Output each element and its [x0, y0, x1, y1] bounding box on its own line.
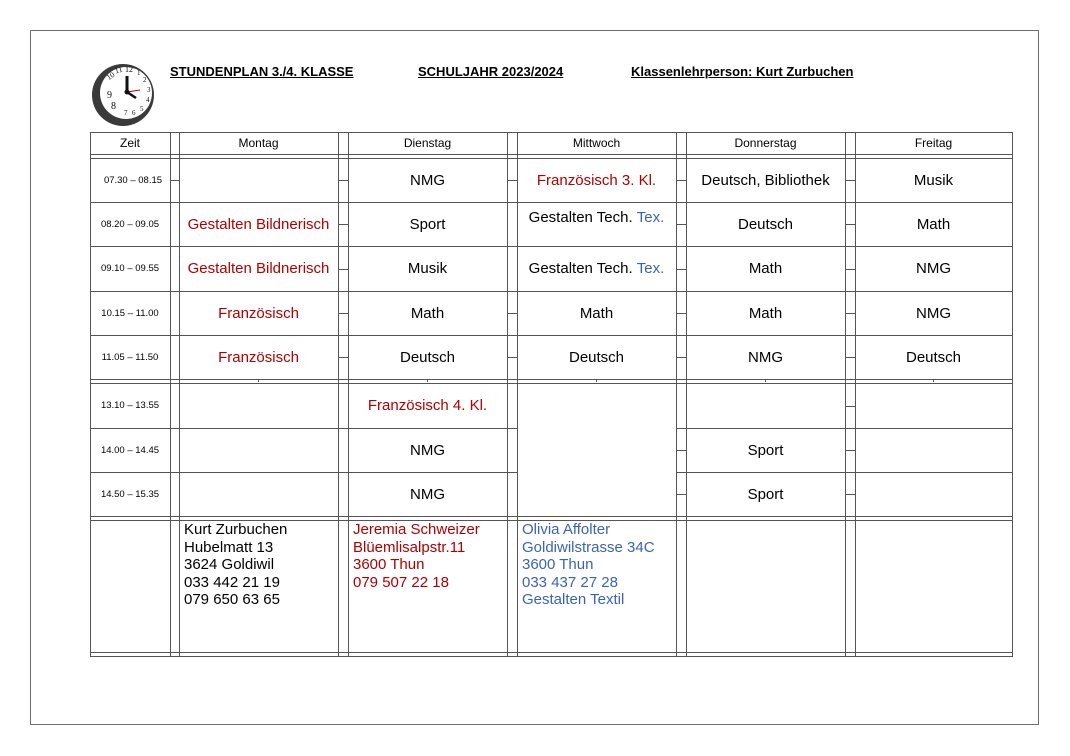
- clock-digit: 12: [125, 65, 133, 74]
- contact-line: Kurt Zurbuchen: [184, 521, 288, 538]
- lesson-cell: NMG: [410, 485, 445, 503]
- lesson-cell: [686, 383, 845, 428]
- page-title: STUNDENPLAN 3./4. KLASSE: [170, 64, 354, 79]
- table-tick: [845, 180, 855, 181]
- time-slot: 07.30 – 08.15: [103, 174, 163, 186]
- table-tick: [676, 180, 686, 181]
- lesson-cell: Französisch: [218, 304, 299, 322]
- table-tick: [258, 379, 259, 382]
- contact-line: Gestalten Textil: [522, 591, 625, 609]
- lesson-cell: Math: [748, 260, 783, 277]
- lesson-cell: Musik: [407, 260, 448, 277]
- lesson-cell: [179, 158, 338, 202]
- lesson-suffix: Tex.: [636, 208, 665, 226]
- table-tick: [676, 269, 686, 270]
- table-line: [90, 516, 1013, 517]
- clock-digit: 11: [113, 64, 124, 76]
- time-slot: 13.10 – 13.55: [100, 400, 160, 411]
- lesson-cell: Gestalten Bildnerisch: [187, 215, 330, 233]
- lesson-cell: [517, 246, 676, 291]
- contact-line: 079 507 22 18: [353, 573, 449, 591]
- table-line: [338, 132, 339, 657]
- contact-line: 3600 Thun: [522, 556, 594, 574]
- lesson-cell: Gestalten Bildnerisch: [187, 260, 330, 277]
- lesson-cell: [179, 428, 338, 472]
- lesson-cell: Deutsch: [905, 348, 962, 366]
- time-slot: 10.15 – 11.00: [101, 307, 159, 319]
- lesson-text: Gestalten Tech.: [528, 208, 633, 226]
- table-tick: [845, 313, 855, 314]
- table-tick: [170, 180, 179, 181]
- contact-line: Jeremia Schweizer: [353, 521, 480, 538]
- clock-digit: 7: [124, 109, 128, 117]
- table-line: [90, 652, 1013, 653]
- table-tick: [676, 357, 686, 358]
- table-tick: [933, 379, 934, 382]
- time-slot: 08.20 – 09.05: [100, 218, 160, 230]
- table-line: [845, 132, 846, 657]
- table-tick: [507, 313, 517, 314]
- contact-line: Hubelmatt 13: [184, 538, 274, 556]
- clock-icon: [90, 62, 156, 128]
- lesson-cell: Deutsch, Bibliothek: [701, 171, 830, 189]
- table-tick: [845, 406, 855, 407]
- table-line: [507, 132, 508, 657]
- lesson-cell: Deutsch: [737, 215, 794, 233]
- school-year: SCHULJAHR 2023/2024: [418, 64, 564, 79]
- lesson-cell: Sport: [747, 441, 784, 459]
- clock-digit: 10: [104, 70, 117, 82]
- time-slot: 09.10 – 09.55: [100, 263, 160, 274]
- contact-line: 3624 Goldiwil: [184, 556, 275, 574]
- table-line: [90, 154, 1013, 155]
- table-tick: [845, 494, 855, 495]
- table-tick: [676, 313, 686, 314]
- contact-french-teacher: [353, 521, 480, 591]
- lesson-cell: Math: [579, 304, 614, 322]
- lesson-cell: Musik: [913, 171, 954, 189]
- lesson-cell: NMG: [410, 171, 445, 189]
- lesson-cell: [179, 472, 338, 516]
- contact-textile-teacher: [522, 521, 655, 609]
- lesson-text: Gestalten Tech.: [528, 260, 633, 277]
- lesson-cell: [855, 383, 1012, 428]
- lesson-cell: NMG: [748, 348, 783, 366]
- clock-digit: 5: [140, 105, 144, 113]
- lesson-cell: [855, 428, 1012, 472]
- table-tick: [765, 379, 766, 382]
- column-header-montag: Montag: [238, 136, 279, 150]
- clock-digit: 9: [107, 90, 112, 101]
- lesson-cell: NMG: [410, 441, 445, 459]
- clock-digit: 1: [137, 69, 141, 77]
- contact-line: 3600 Thun: [353, 556, 425, 574]
- contact-teacher: [184, 521, 287, 609]
- clock-digit: 8: [111, 101, 116, 112]
- column-header-donnerstag: Donnerstag: [734, 136, 797, 150]
- table-tick: [676, 494, 686, 495]
- lesson-cell: Math: [410, 304, 445, 322]
- table-line: [676, 132, 677, 657]
- table-line: [1012, 132, 1013, 657]
- lesson-cell: NMG: [916, 260, 951, 277]
- lesson-cell: [517, 202, 676, 232]
- table-tick: [338, 269, 348, 270]
- lesson-cell: Math: [916, 215, 951, 233]
- class-teacher: Klassenlehrperson: Kurt Zurbuchen: [631, 64, 854, 79]
- clock-digit: 6: [132, 109, 136, 117]
- lesson-cell: Math: [748, 304, 783, 322]
- table-tick: [427, 379, 428, 382]
- lesson-cell: Deutsch: [568, 348, 625, 366]
- table-line: [90, 656, 1013, 657]
- column-header-mittwoch: Mittwoch: [572, 136, 621, 150]
- table-tick: [845, 450, 855, 451]
- lesson-cell: Französisch 4. Kl.: [367, 397, 488, 414]
- clock-digit: 3: [147, 86, 151, 94]
- time-slot: 14.00 – 14.45: [100, 444, 160, 456]
- time-slot: 14.50 – 15.35: [100, 488, 160, 500]
- table-tick: [676, 224, 686, 225]
- timetable: [90, 132, 1013, 657]
- contact-line: 033 442 21 19: [184, 573, 280, 591]
- table-line: [90, 379, 1013, 380]
- lesson-cell: NMG: [916, 304, 951, 322]
- contact-line: Goldiwilstrasse 34C: [522, 538, 655, 556]
- table-tick: [338, 357, 348, 358]
- table-tick: [338, 224, 348, 225]
- column-header-zeit: Zeit: [119, 136, 140, 150]
- lesson-cell: Französisch 3. Kl.: [536, 171, 657, 189]
- table-line: [170, 132, 171, 657]
- table-tick: [338, 313, 348, 314]
- table-tick: [596, 379, 597, 382]
- clock-digit: 4: [146, 96, 150, 104]
- column-header-dienstag: Dienstag: [403, 136, 452, 150]
- lesson-cell: [179, 383, 338, 428]
- lesson-cell: Französisch: [218, 348, 299, 366]
- table-tick: [845, 269, 855, 270]
- lesson-suffix: Tex.: [636, 260, 665, 277]
- clock-digit: 2: [143, 76, 147, 84]
- table-tick: [507, 180, 517, 181]
- lesson-cell: Sport: [747, 485, 784, 503]
- contact-line: Blüemlisalpstr.11: [353, 538, 466, 556]
- table-tick: [507, 357, 517, 358]
- table-tick: [845, 357, 855, 358]
- contact-line: Olivia Affolter: [522, 521, 611, 538]
- contact-line: 079 650 63 65: [184, 591, 280, 609]
- contact-line: 033 437 27 28: [522, 573, 618, 591]
- column-header-freitag: Freitag: [914, 136, 953, 150]
- table-tick: [676, 450, 686, 451]
- lesson-cell: Deutsch: [399, 348, 456, 366]
- table-tick: [338, 180, 348, 181]
- lesson-cell: [855, 472, 1012, 516]
- table-tick: [845, 224, 855, 225]
- time-slot: 11.05 – 11.50: [101, 351, 159, 363]
- lesson-cell: Sport: [409, 215, 446, 233]
